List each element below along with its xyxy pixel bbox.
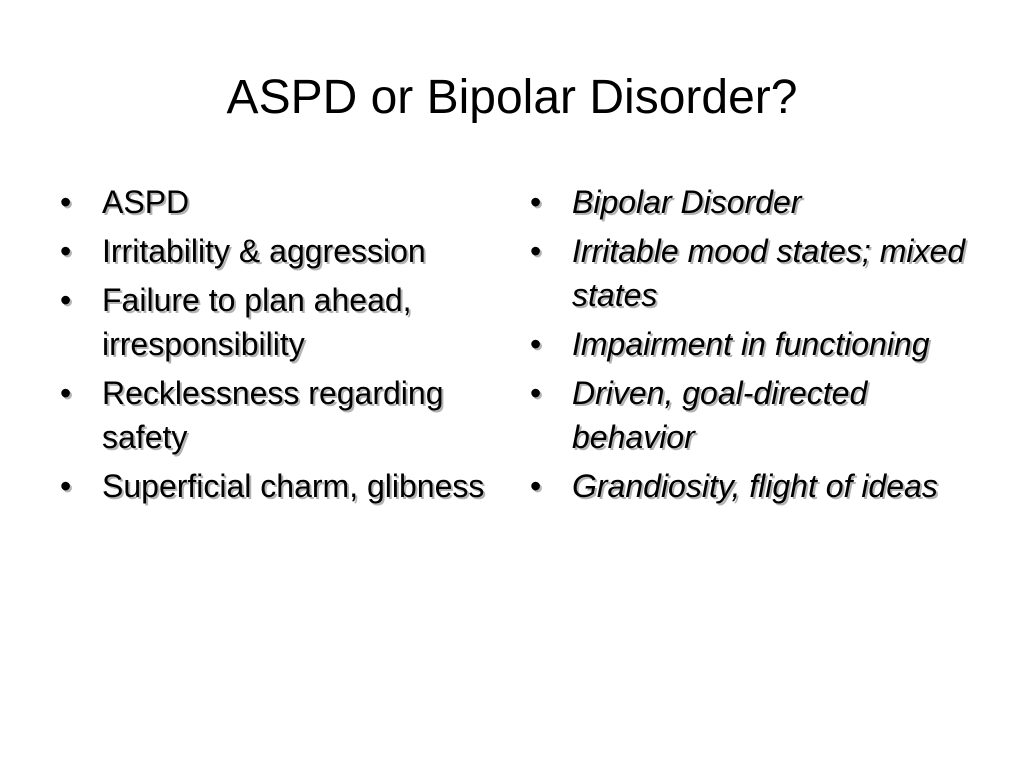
bullet-icon: • xyxy=(530,233,542,269)
bullet-text: Superficial charm, glibness xyxy=(102,468,485,504)
aspd-bullet-list xyxy=(60,180,500,508)
bullet-icon: • xyxy=(60,282,72,318)
bullet-icon: • xyxy=(60,375,72,411)
bullet-text: ASPD xyxy=(102,184,190,220)
bullet-text: Irritable mood states; mixed states xyxy=(572,233,966,313)
bullet-text: Impairment in functioning xyxy=(572,326,930,362)
bullet-icon: • xyxy=(530,375,542,411)
aspd-bullet-item xyxy=(60,464,500,508)
bipolar-bullet-item xyxy=(530,180,970,224)
aspd-bullet-item xyxy=(60,371,500,459)
aspd-bullet-item xyxy=(60,278,500,366)
bullet-text: Grandiosity, flight of ideas xyxy=(572,468,938,504)
bullet-text: Driven, goal-directed behavior xyxy=(572,375,868,455)
right-column-bipolar xyxy=(530,180,970,513)
bipolar-bullet-item xyxy=(530,229,970,317)
bullet-icon: • xyxy=(60,233,72,269)
bullet-text: Bipolar Disorder xyxy=(572,184,802,220)
bullet-text: Failure to plan ahead, irresponsibility xyxy=(102,282,412,362)
bullet-icon: • xyxy=(530,326,542,362)
aspd-bullet-item xyxy=(60,229,500,273)
bipolar-bullet-item xyxy=(530,464,970,508)
bullet-icon: • xyxy=(530,468,542,504)
bullet-text: Recklessness regarding safety xyxy=(102,375,444,455)
bipolar-bullet-item xyxy=(530,322,970,366)
left-column-aspd xyxy=(60,180,500,513)
bullet-icon: • xyxy=(530,184,542,220)
bullet-icon: • xyxy=(60,468,72,504)
bullet-icon: • xyxy=(60,184,72,220)
bipolar-bullet-list xyxy=(530,180,970,508)
slide-title: ASPD or Bipolar Disorder? xyxy=(226,71,798,124)
bullet-text: Irritability & aggression xyxy=(102,233,426,269)
aspd-bullet-item xyxy=(60,180,500,224)
bipolar-bullet-item xyxy=(530,371,970,459)
